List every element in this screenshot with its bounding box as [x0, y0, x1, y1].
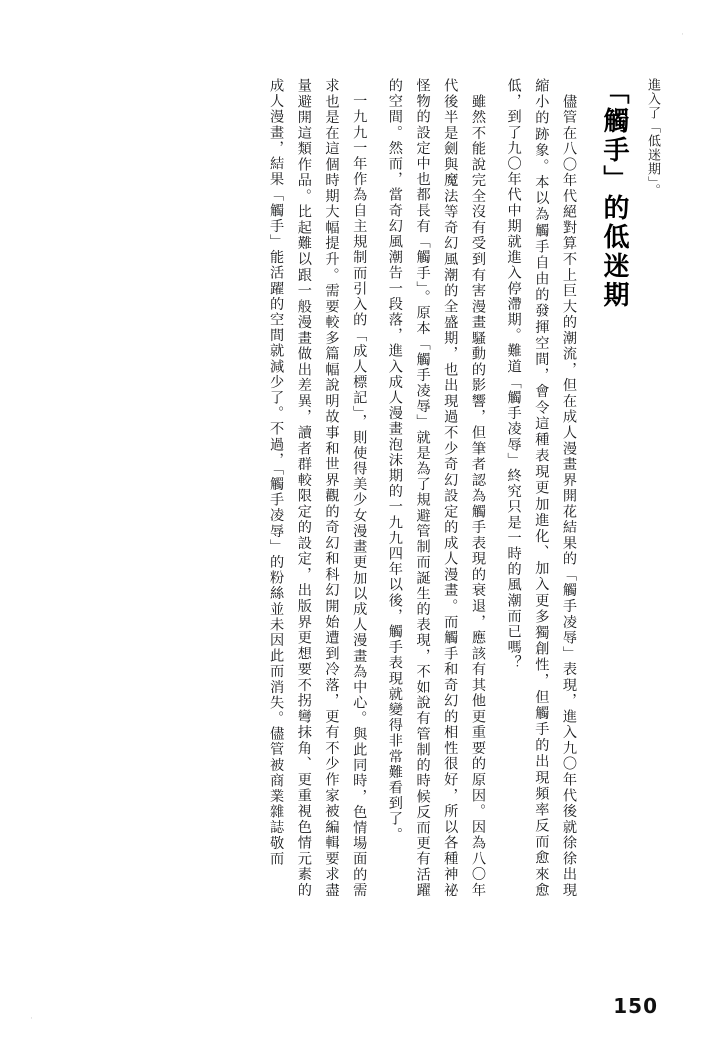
page-title: 「觸手」的低迷期 [599, 78, 629, 310]
corner-mark-top-right: · [681, 30, 684, 40]
corner-mark-bottom-left: · [30, 1014, 33, 1024]
paragraph-3: 一九九一年作為自主規制而引入的「成人標記」，則使得美少女漫畫更加以成人漫畫為中心。與此同時，色情場面的需求也是在這個時期大幅提升。需要較多篇幅說明故事和世界觀的奇幻和科幻開始遭到冷落，更有不少作家被編輯要求盡量避開這類作品。比起難以跟一般漫畫做出差異，讀者群較限定的設定，出版界更想要不拐彎抹角、更重視色情元素的成人漫畫，結果「觸手」能活躍的空間就減少了。不過，「觸手凌辱」的粉絲並未因此而消失。儘管被商業雜誌敬而 [268, 78, 368, 898]
paragraph-1: 儘管在八〇年代絕對算不上巨大的潮流，但在成人漫畫界開花結果的「觸手凌辱」表現，進入九〇年代後就徐徐出現縮小的跡象。本以為觸手自由的發揮空間，會令這種表現更加進化、加入更多獨創性，但觸手的出現頻率反而愈來愈低，到了九〇年代中期就進入停滯期。難道「觸手凌辱」終究只是一時的風潮而已嗎？ [505, 78, 577, 898]
running-head: 進入了「低迷期」。 [645, 78, 660, 198]
vertical-text-area [261, 78, 662, 958]
paragraph-2: 雖然不能說完全沒有受到有害漫畫騷動的影響，但筆者認為觸手表現的衰退，應該有其他更重要的原因。因為八〇年代後半是劍與魔法等奇幻風潮的全盛期，也出現過不少奇幻設定的成人漫畫。而觸手和奇幻的相性很好，所以各種神祕怪物的設定中也都長有「觸手」。原本「觸手凌辱」就是為了規避管制而誕生的表現，不如說有管制的時候反而更有活躍的空間。然而，當奇幻風潮告一段落，進入成人漫畫泡沫期的一九九四年以後，觸手表現就變得非常難看到了。 [386, 78, 486, 898]
page-number: 150 [613, 994, 658, 1018]
body-columns [261, 78, 582, 898]
